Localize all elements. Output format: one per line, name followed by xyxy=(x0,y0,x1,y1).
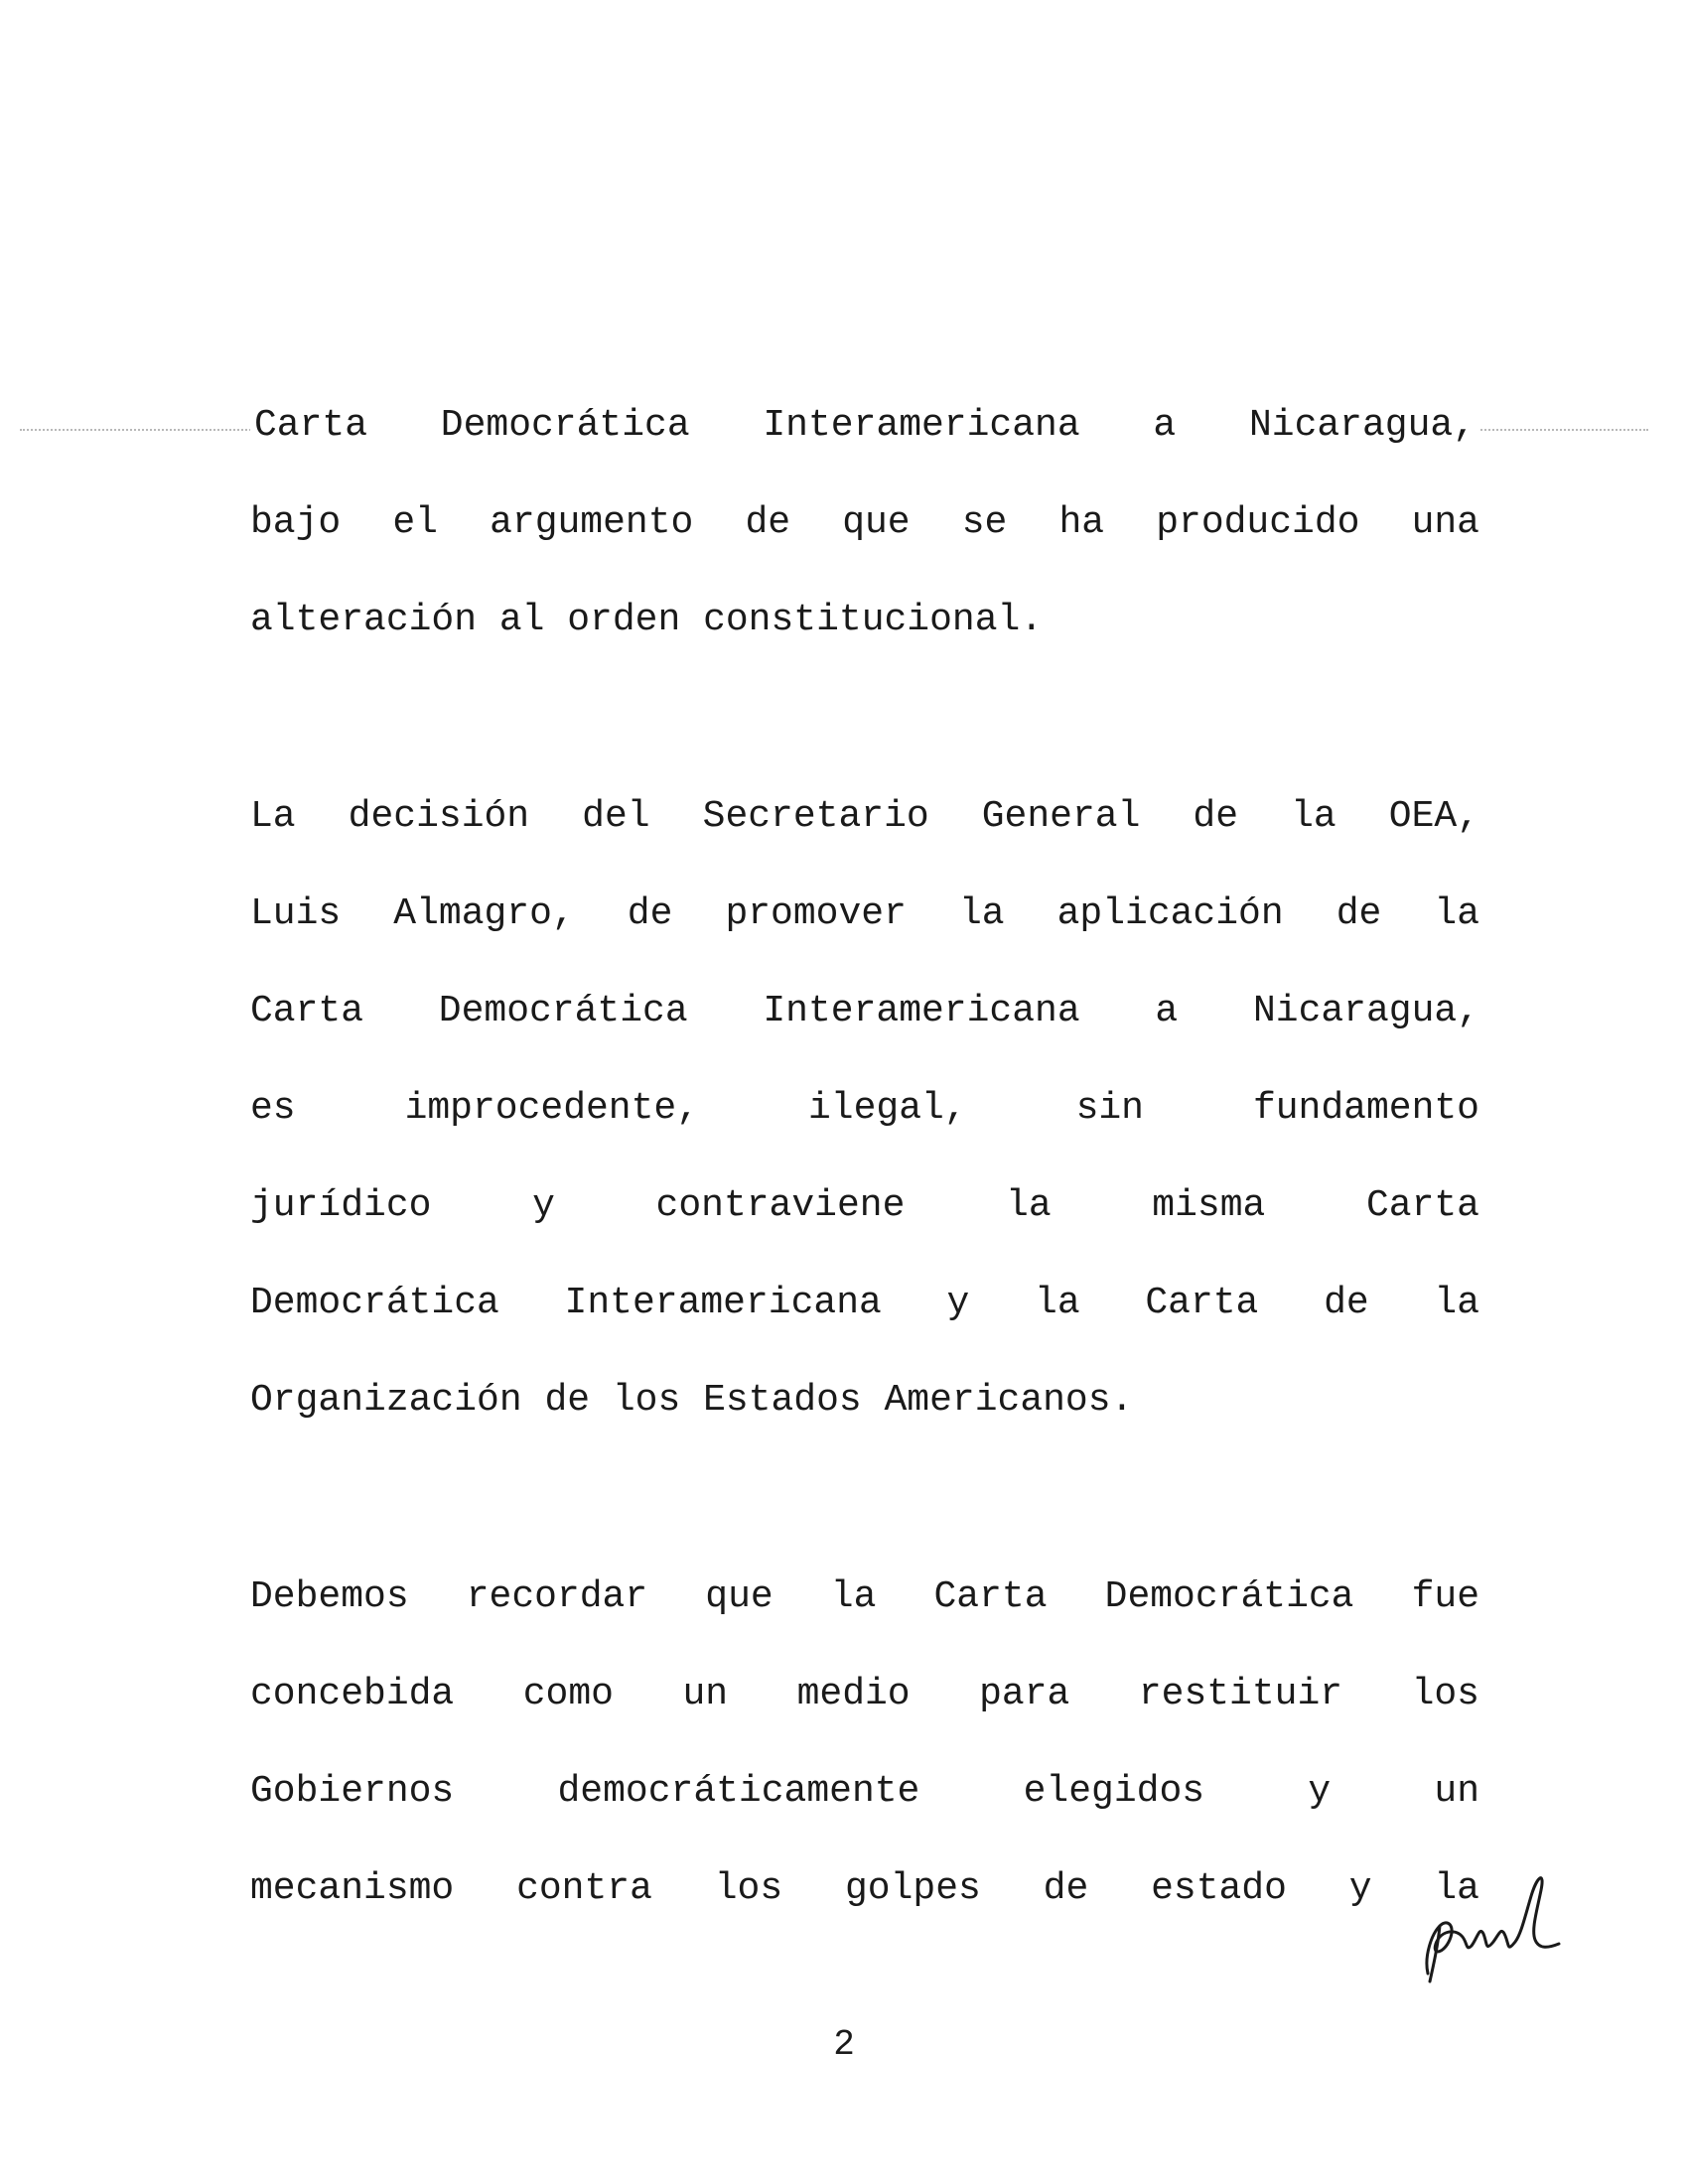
page-number: 2 xyxy=(833,2024,855,2065)
paragraph-3 xyxy=(250,1549,1479,1938)
text-line: Luis Almagro, de promover la aplicación de la xyxy=(250,892,1479,935)
text-line: mecanismo contra los golpes de estado y la xyxy=(250,1867,1479,1910)
text-line: Carta Democrática Interamericana a Nicaragua, xyxy=(250,377,1479,475)
text-line: bajo el argumento de que se ha producido una xyxy=(250,501,1479,544)
paragraph-1 xyxy=(250,377,1479,669)
text-line: Debemos recordar que la Carta Democrática fue xyxy=(250,1575,1479,1618)
text-line: alteración al orden constitucional. xyxy=(250,599,1044,641)
text-line: Democrática Interamericana y la Carta de la xyxy=(250,1282,1479,1324)
handwritten-signature xyxy=(1410,1856,1569,1995)
text-line: concebida como un medio para restituir los xyxy=(250,1673,1479,1715)
text-line: La decisión del Secretario General de la OEA, xyxy=(250,795,1479,838)
paragraph-2 xyxy=(250,768,1479,1449)
text-line: es improcedente, ilegal, sin fundamento xyxy=(250,1087,1479,1130)
text-line: Organización de los Estados Americanos. xyxy=(250,1379,1134,1422)
text-line: jurídico y contraviene la misma Carta xyxy=(250,1184,1479,1227)
text-line: Gobiernos democráticamente elegidos y un xyxy=(250,1770,1479,1813)
text-line: Carta Democrática Interamericana a Nicaragua, xyxy=(250,990,1479,1032)
